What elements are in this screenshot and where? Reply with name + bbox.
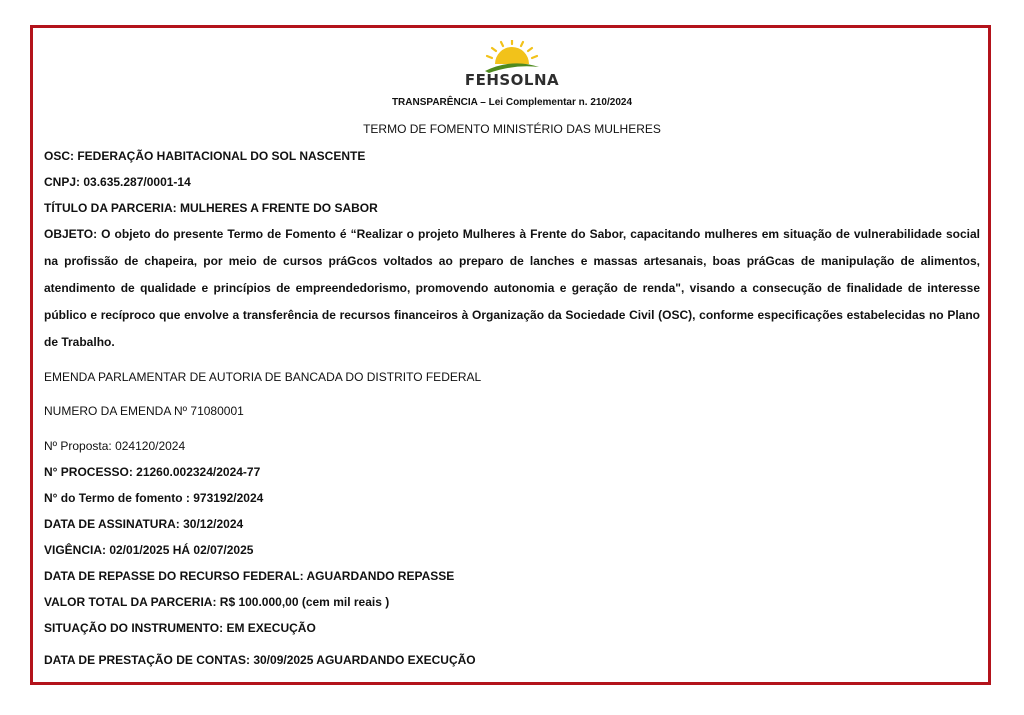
transparency-line: TRANSPARÊNCIA – Lei Complementar n. 210/2024 [391,97,633,108]
numero-emenda-line: NUMERO DA EMENDA Nº 71080001 [44,404,244,418]
vigencia-line: VIGÊNCIA: 02/01/2025 HÁ 02/07/2025 [44,543,254,557]
valor-line: VALOR TOTAL DA PARCERIA: R$ 100.000,00 (cem mil reais ) [44,595,390,609]
proposta-line: Nº Proposta: 024120/2024 [44,439,186,453]
repasse-line: DATA DE REPASSE DO RECURSO FEDERAL: AGUARDANDO REPASSE [44,569,455,583]
cnpj-line: CNPJ: 03.635.287/0001-14 [44,175,191,189]
fehsolna-logo [455,40,569,92]
osc-line: OSC: FEDERAÇÃO HABITACIONAL DO SOL NASCENTE [44,149,366,163]
sun-icon [455,40,569,74]
processo-line: N° PROCESSO: 21260.002324/2024-77 [44,465,261,479]
titulo-line: TÍTULO DA PARCERIA: MULHERES A FRENTE DO SABOR [44,201,378,215]
logo-text: FEHSOLNA [464,71,560,89]
objeto-paragraph: OBJETO: O objeto do presente Termo de Fomento é “Realizar o projeto Mulheres à Frente do Sabor, capacitando mulheres em situação de vulnerabilidade social na profissão de chapeira, por meio de cursos práGcos voltados ao preparo de lanches e massas artesanais, boas práGcas de manipulação de alimentos, atendimento de qualidade e princípios de empreendedorismo, promovendo autonomia e geração de renda", visando a consecução de finalidade de interesse público e recíproco que envolve a transferência de recursos financeiros à Organização da Sociedade Civil (OSC), conforme especificações estabelecidas no Plano de Trabalho. [44,227,980,349]
assinatura-line: DATA DE ASSINATURA: 30/12/2024 [44,517,244,531]
prestacao-line: DATA DE PRESTAÇÃO DE CONTAS: 30/09/2025 AGUARDANDO EXECUÇÃO [44,653,476,667]
situacao-line: SITUAÇÃO DO INSTRUMENTO: EM EXECUÇÃO [44,621,316,635]
termo-line: N° do Termo de fomento : 973192/2024 [44,491,264,505]
document-title: TERMO DE FOMENTO MINISTÉRIO DAS MULHERES [363,122,661,136]
emenda-autoria-line: EMENDA PARLAMENTAR DE AUTORIA DE BANCADA DO DISTRITO FEDERAL [44,370,482,384]
